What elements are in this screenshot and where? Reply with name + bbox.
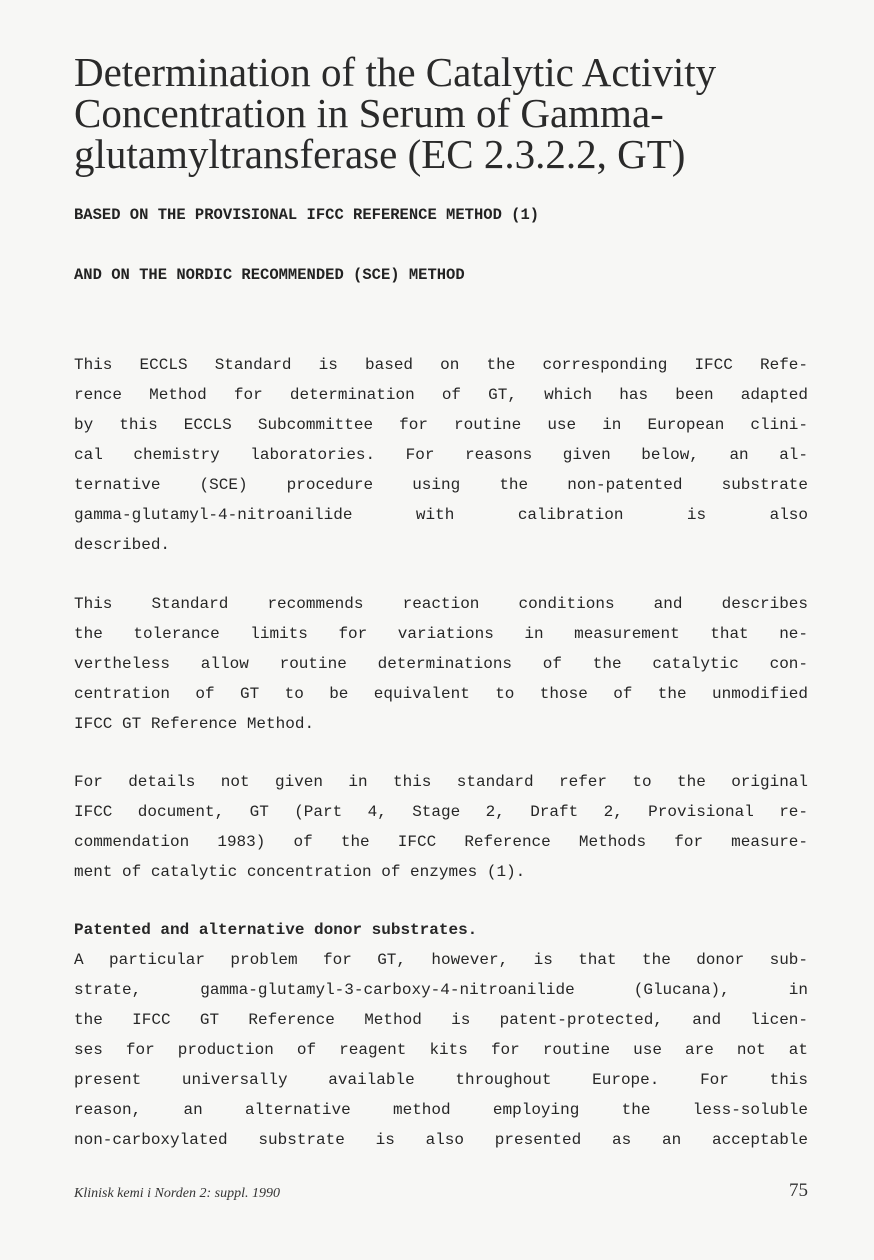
text-line: ses for production of reagent kits for routine use are not at <box>74 1041 808 1059</box>
text-line: described. <box>74 536 171 554</box>
text-line: ternative (SCE) procedure using the non-patented substrate <box>74 476 808 494</box>
text-line: A particular problem for GT, however, is that the donor sub- <box>74 951 808 969</box>
text-line: commendation 1983) of the IFCC Reference Methods for measure- <box>74 833 808 851</box>
text-line: IFCC document, GT (Part 4, Stage 2, Draft 2, Provisional re- <box>74 803 808 821</box>
donor-substrates-section <box>74 915 808 1155</box>
document-title <box>74 49 834 177</box>
text-line: IFCC GT Reference Method. <box>74 715 315 733</box>
page-number: 75 <box>789 1180 808 1201</box>
text-line: by this ECCLS Subcommittee for routine use in European clini- <box>74 416 808 434</box>
text-line: the IFCC GT Reference Method is patent-protected, and licen- <box>74 1011 808 1029</box>
text-line: centration of GT to be equivalent to those of the unmodified <box>74 685 808 703</box>
title-line: glutamyltransferase (EC 2.3.2.2, GT) <box>74 131 686 177</box>
intro-paragraph <box>74 350 808 560</box>
method-subheading: AND ON THE NORDIC RECOMMENDED (SCE) METHOD <box>74 266 465 284</box>
title-line: Concentration in Serum of Gamma- <box>74 90 664 136</box>
text-line: present universally available throughout Europe. For this <box>74 1071 808 1089</box>
text-line: the tolerance limits for variations in measurement that ne- <box>74 625 808 643</box>
text-line: For details not given in this standard refer to the original <box>74 773 808 791</box>
method-subheading: BASED ON THE PROVISIONAL IFCC REFERENCE METHOD (1) <box>74 206 540 224</box>
text-line: rence Method for determination of GT, which has been adapted <box>74 386 808 404</box>
journal-citation: Klinisk kemi i Norden 2: suppl. 1990 <box>74 1186 280 1201</box>
title-line: Determination of the Catalytic Activity <box>74 49 717 95</box>
text-line: gamma-glutamyl-4-nitroanilide with calibration is also <box>74 506 808 524</box>
scope-paragraph <box>74 589 808 739</box>
text-line: vertheless allow routine determinations of the catalytic con- <box>74 655 808 673</box>
text-line: This ECCLS Standard is based on the corresponding IFCC Refe- <box>74 356 808 374</box>
reference-paragraph <box>74 767 808 887</box>
text-line: ment of catalytic concentration of enzymes (1). <box>74 863 526 881</box>
text-line: This Standard recommends reaction conditions and describes <box>74 595 808 613</box>
text-line: cal chemistry laboratories. For reasons given below, an al- <box>74 446 808 464</box>
text-line: strate, gamma-glutamyl-3-carboxy-4-nitroanilide (Glucana), in <box>74 981 808 999</box>
text-line: non-carboxylated substrate is also presented as an acceptable <box>74 1131 808 1149</box>
section-heading: Patented and alternative donor substrates. <box>74 921 478 939</box>
text-line: reason, an alternative method employing the less-soluble <box>74 1101 808 1119</box>
